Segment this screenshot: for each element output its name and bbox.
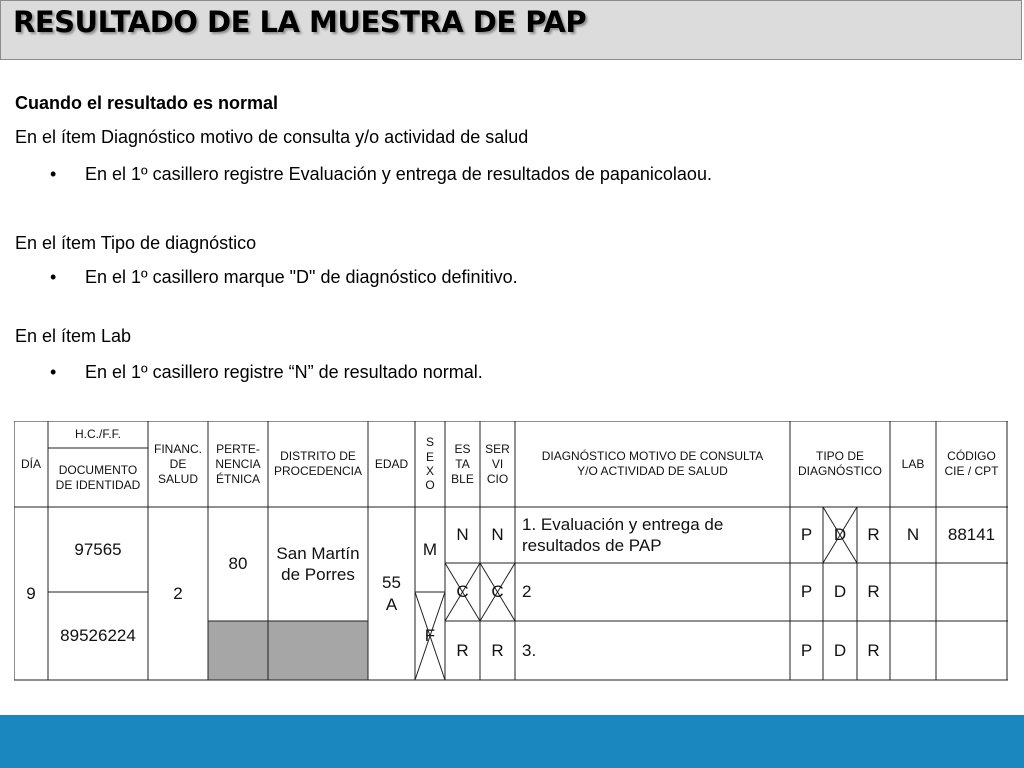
row1-tipo-r: R [867,525,880,545]
bullet-icon: • [50,164,57,184]
shaded-cell [208,621,268,680]
value-hc: 97565 [74,539,122,559]
bullet-icon: • [50,362,57,382]
header-financ: FINANC. DE SALUD [154,441,202,486]
row2-codigo [936,563,1007,621]
row3-diagnostico: 3. [522,640,537,660]
header-hcff: H.C./F.F. [74,427,121,441]
bullet-icon: • [50,267,57,287]
header-servicio: SER VI CIO [485,441,510,486]
value-documento: 89526224 [60,626,136,646]
value-edad: 55 A [382,573,401,614]
row1-servicio: N [491,525,504,545]
value-distrito: San Martín de Porres [276,543,360,584]
row3-tipo-d: D [833,640,847,660]
row1-tipo-d: D [833,525,847,545]
header-diagnostico: DIAGNÓSTICO MOTIVO DE CONSULTA Y/O ACTIVIDAD DE SALUD [541,449,764,478]
header-dia: DÍA [20,456,41,471]
row3-tipo-p: P [800,640,813,660]
header-pertenencia: PERTE- NENCIA ÉTNICA [215,441,261,486]
value-sexo-f: F [424,626,436,646]
slide-title: RESULTADO DE LA MUESTRA DE PAP [13,5,587,39]
row1-codigo: 88141 [947,525,996,545]
row3-servicio: R [491,640,504,660]
row1-diagnostico: 1. Evaluación y entrega de resultados de PAP [522,514,724,555]
row2-diagnostico: 2 [522,582,532,602]
value-pertenencia: 80 [228,554,248,574]
item-diagnostico-label: En el ítem Diagnóstico motivo de consulta y/o actividad de salud [15,127,529,147]
row3-lab [890,621,936,680]
item-diagnostico-instruction: En el 1º casillero registre Evaluación y entrega de resultados de papanicolaou. [85,164,712,184]
row1-tipo-p: P [800,525,813,545]
value-dia: 9 [26,583,36,603]
row2-estable: C [456,582,469,602]
item-tipo-label: En el ítem Tipo de diagnóstico [15,233,257,253]
header-edad: EDAD [374,456,409,471]
header-distrito: DISTRITO DE PROCEDENCIA [273,449,362,478]
row2-tipo-p: P [800,582,813,602]
section-heading: Cuando el resultado es normal [15,93,279,113]
item-lab-label: En el ítem Lab [15,326,132,346]
row2-lab [890,563,936,621]
header-documento: DOCUMENTO DE IDENTIDAD [55,462,141,492]
header-estable: ES TA BLE [451,441,474,486]
row1-lab: N [906,525,920,545]
row1-estable: N [456,525,469,545]
shaded-cell [268,621,368,680]
item-lab-instruction: En el 1º casillero registre “N” de resultado normal. [85,362,483,382]
footer-bar [0,715,1024,768]
header-sexo: S E X O [425,435,435,493]
slide-title-bar [0,0,1022,60]
row2-servicio: C [491,582,504,602]
item-tipo-instruction: En el 1º casillero marque "D" de diagnóstico definitivo. [85,267,518,287]
value-sexo-m: M [422,539,438,559]
row3-tipo-r: R [867,640,880,660]
value-financ: 2 [173,583,183,603]
row3-estable: R [456,640,469,660]
row2-tipo-d: D [833,582,847,602]
row3-codigo [936,621,1007,680]
his-register-form [14,421,1008,681]
row2-tipo-r: R [867,582,880,602]
header-codigo: CÓDIGO CIE / CPT [944,449,999,478]
header-tipo-diagnostico: TIPO DE DIAGNÓSTICO [797,449,882,478]
header-lab: LAB [901,456,925,471]
